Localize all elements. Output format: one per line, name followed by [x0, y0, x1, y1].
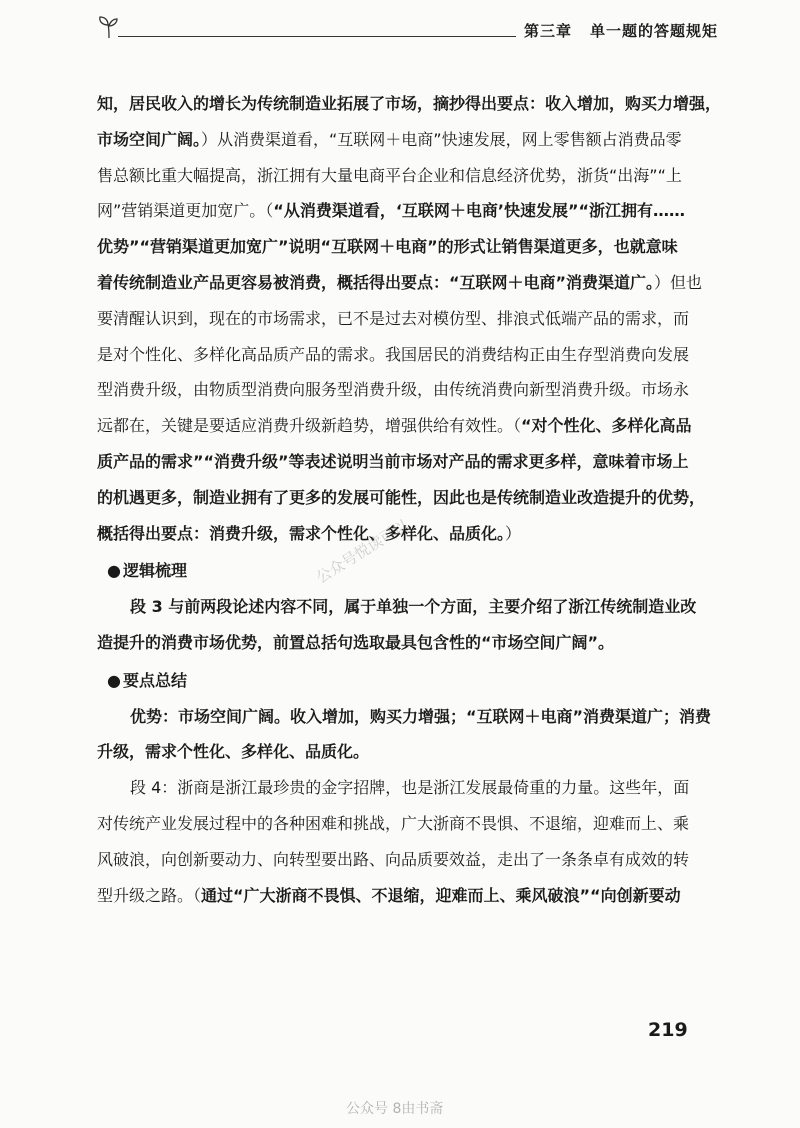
text-line: 段 3 与前两段论述内容不同，属于单独一个方面，主要介绍了浙江传统制造业改 — [130, 597, 697, 617]
section-heading-text: 要点总结 — [123, 670, 188, 690]
body-text: ）从消费渠道看，“互联网＋电商”快速发展，网上零售额占消费品零 — [201, 129, 682, 149]
text-line: 升级，需求个性化、多样化、品质化。 — [97, 742, 370, 762]
chapter-number: 第三章 — [524, 22, 573, 40]
body-text: 段 4：浙商是浙江最珍贵的金字招牌，也是浙江发展最倚重的力量。这些年，面 — [130, 778, 690, 798]
text-line — [97, 229, 697, 265]
body-text: 要清醒认识到，现在的市场需求，已不是过去对模仿型、排浪式低端产品的需求，而 — [97, 308, 690, 328]
body-text: ） — [505, 523, 522, 543]
footer-watermark: 公众号 8由书斋 — [346, 1101, 444, 1117]
running-header — [96, 14, 719, 42]
text-line — [97, 878, 697, 914]
text-line — [97, 337, 697, 373]
bold-text: 概括得出要点：消费升级，需求个性化、多样化、品质化。 — [97, 523, 506, 543]
bold-text: “从消费渠道看，‘互联网＋电商’快速发展”“浙江拥有…… — [273, 201, 686, 221]
text-line — [97, 193, 697, 229]
page-number: 219 — [648, 1019, 688, 1041]
text-line — [97, 842, 697, 878]
section-heading-logic — [97, 553, 697, 589]
text-line — [97, 408, 697, 444]
body-text: 是对个性化、多样化高品质产品的需求。我国居民的消费结构正由生存型消费向发展 — [97, 344, 690, 364]
text-line — [97, 301, 697, 337]
bold-text: 通过“广大浙商不畏惧、不退缩，迎难而上、乘风破浪”“向创新要动 — [201, 885, 681, 905]
chapter-name: 单一题的答题规矩 — [590, 22, 719, 40]
bold-text: 优势”“营销渠道更加宽广”说明“互联网＋电商”的形式让销售渠道更多，也就意味 — [97, 237, 678, 257]
text-line — [97, 770, 697, 806]
bold-text: “对个性化、多样化高品 — [521, 416, 692, 436]
text-line — [97, 480, 706, 516]
text-line — [97, 806, 697, 842]
page-body — [97, 86, 722, 913]
bold-text: 市场空间广阔。 — [97, 129, 202, 149]
body-text: 对传统产业发展过程中的各种困难和挑战，广大浙商不畏惧、不退缩，迎难而上、乘 — [97, 813, 690, 833]
body-text: 型消费升级，由物质型消费向服务型消费升级，由传统消费向新型消费升级。市场永 — [97, 380, 690, 400]
header-rule — [118, 36, 516, 37]
bullet-icon: ● — [107, 561, 121, 581]
body-text: 网”营销渠道更加宽广。（ — [97, 201, 274, 221]
text-line — [97, 122, 697, 158]
text-line — [97, 265, 703, 301]
watermark: 公众号悦读可以 — [313, 516, 412, 587]
section-heading-text: 逻辑梳理 — [123, 561, 188, 581]
text-line — [97, 444, 697, 480]
body-text: ）但也 — [654, 272, 703, 292]
body-text: 风破浪，向创新要动力、向转型要出路、向品质要效益，走出了一条条卓有成效的转 — [97, 849, 690, 869]
bold-text: 着传统制造业产品更容易被消费，概括得出要点：“互联网＋电商”消费渠道广。 — [97, 272, 655, 292]
text-line — [97, 86, 722, 122]
paragraph-4 — [97, 770, 697, 913]
section-heading-summary — [97, 663, 697, 699]
body-text: 售总额比重大幅提高，浙江拥有大量电商平台企业和信息经济优势，浙货“出海”“上 — [97, 165, 682, 185]
paragraph-3-analysis — [97, 86, 722, 551]
bold-text: 质产品的需求”“消费升级”等表述说明当前市场对产品的需求更多样，意味着市场上 — [97, 451, 689, 471]
chapter-title — [524, 20, 718, 41]
text-line: 造提升的消费市场优势，前置总括句选取最具包含性的“市场空间广阔”。 — [97, 632, 615, 652]
text-line — [97, 372, 697, 408]
body-text: 型升级之路。（ — [97, 885, 202, 905]
bullet-icon: ● — [107, 670, 121, 690]
text-line — [97, 158, 697, 194]
body-text: 远都在，关键是要适应消费升级新趋势，增强供给有效性。（ — [97, 416, 522, 436]
bold-text: 知，居民收入的增长为传统制造业拓展了市场，摘抄得出要点：收入增加，购买力增强， — [97, 94, 722, 113]
text-line: 优势：市场空间广阔。收入增加，购买力增强；“互联网＋电商”消费渠道广；消费 — [130, 706, 712, 726]
bold-text: 的机遇更多，制造业拥有了更多的发展可能性，因此也是传统制造业改造提升的优势， — [97, 487, 706, 507]
